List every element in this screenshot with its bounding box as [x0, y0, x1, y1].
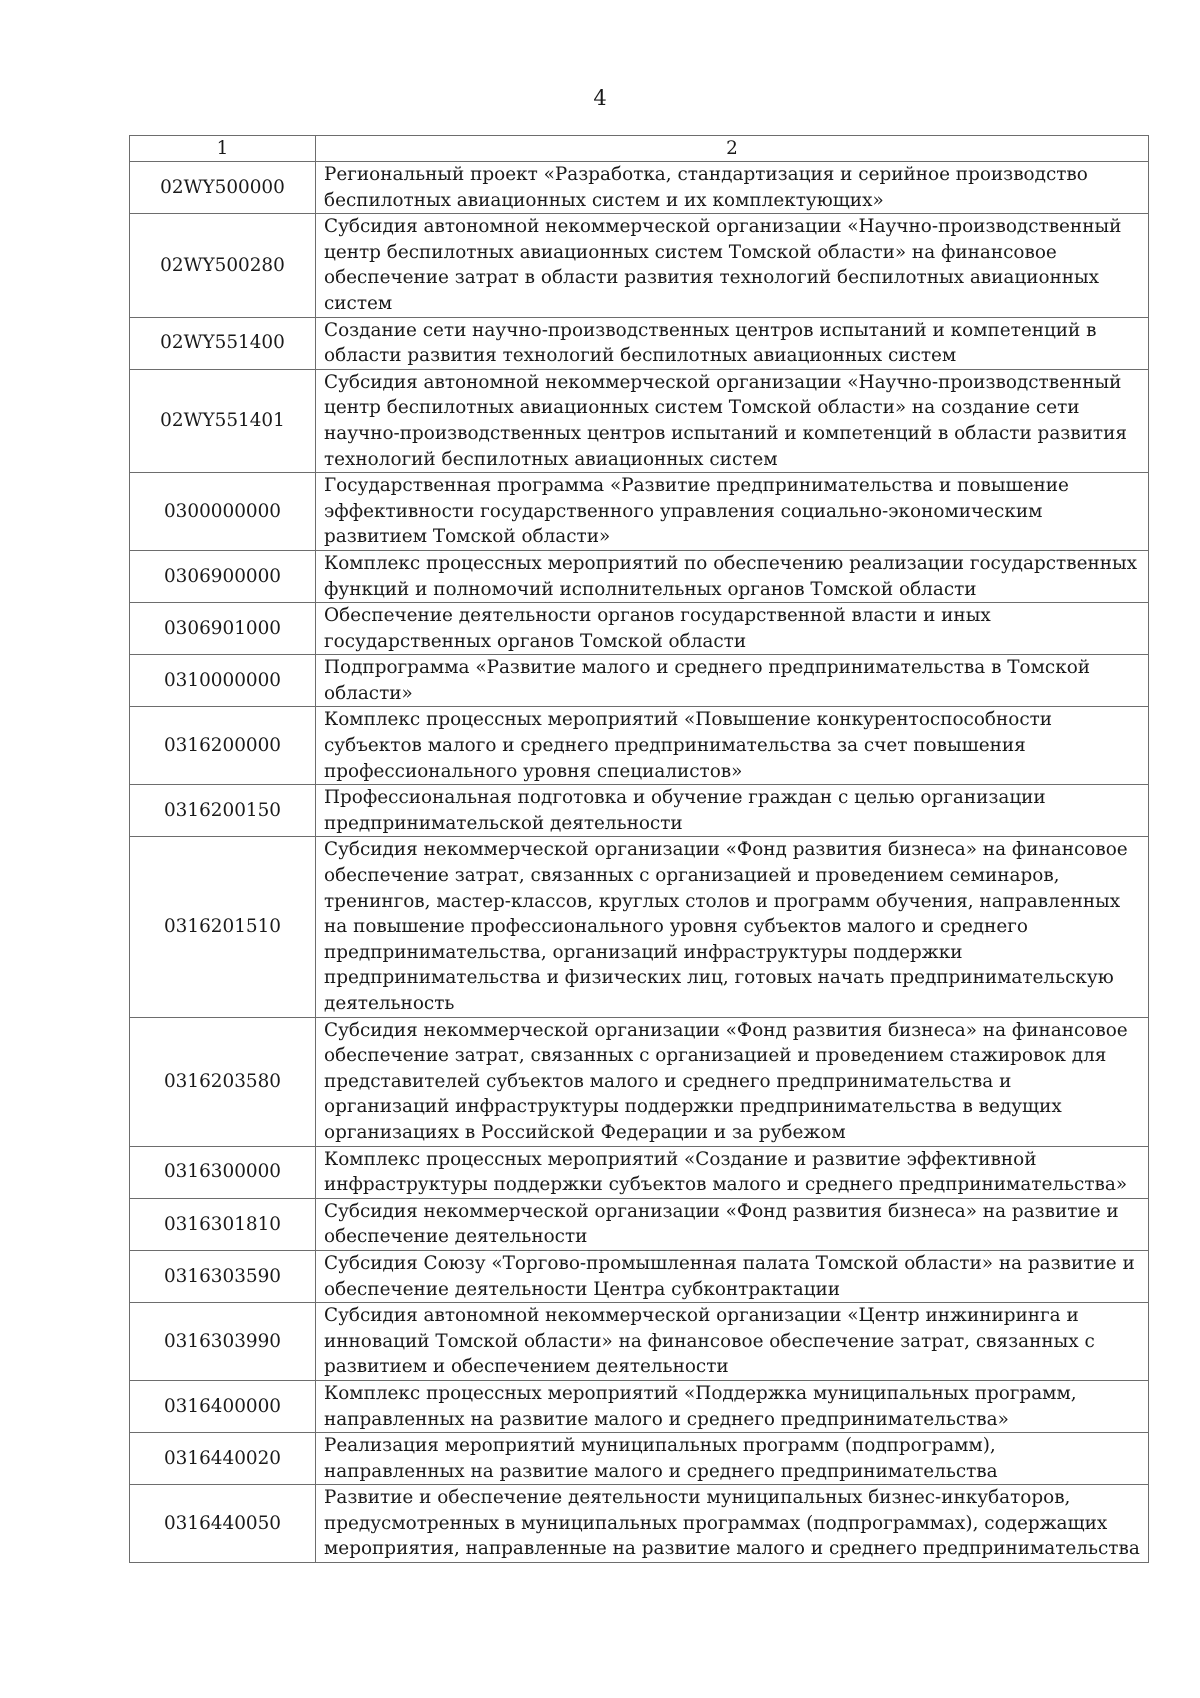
row-code: 0316203580 — [130, 1017, 316, 1146]
table-row — [130, 473, 1149, 551]
table-row — [130, 1380, 1149, 1432]
row-code: 0316300000 — [130, 1146, 316, 1198]
table-header — [130, 136, 1149, 162]
row-description: Субсидия автономной некоммерческой организации «Научно-производственный центр беспилотных авиационных систем Томской области» на создание сети научно-производственных центров испытаний и компетенций в области развития технологий беспилотных авиационных систем — [316, 369, 1149, 472]
row-description: Государственная программа «Развитие предпринимательства и повышение эффективности государственного управления социально-экономическим развитием Томской области» — [316, 473, 1149, 551]
row-code: 02WY551400 — [130, 317, 316, 369]
row-description: Субсидия некоммерческой организации «Фонд развития бизнеса» на развитие и обеспечение деятельности — [316, 1198, 1149, 1250]
row-code: 0316400000 — [130, 1380, 316, 1432]
row-code: 02WY551401 — [130, 369, 316, 472]
row-description: Региональный проект «Разработка, стандартизация и серийное производство беспилотных авиационных систем и их комплектующих» — [316, 162, 1149, 214]
budget-classification-table — [129, 135, 1149, 1563]
row-description: Подпрограмма «Развитие малого и среднего предпринимательства в Томской области» — [316, 655, 1149, 707]
row-code: 0306900000 — [130, 550, 316, 602]
row-description: Профессиональная подготовка и обучение граждан с целью организации предпринимательской деятельности — [316, 785, 1149, 837]
row-description: Реализация мероприятий муниципальных программ (подпрограмм), направленных на развитие малого и среднего предпринимательства — [316, 1433, 1149, 1485]
row-description: Субсидия автономной некоммерческой организации «Научно-производственный центр беспилотных авиационных систем Томской области» на финансовое обеспечение затрат в области развития технологий беспилотных авиационных систем — [316, 214, 1149, 317]
table-row — [130, 655, 1149, 707]
row-code: 0316301810 — [130, 1198, 316, 1250]
table-row — [130, 1146, 1149, 1198]
table-row — [130, 369, 1149, 472]
page-number: 4 — [593, 86, 607, 110]
table-row — [130, 214, 1149, 317]
row-code: 0316303990 — [130, 1303, 316, 1381]
table-row — [130, 550, 1149, 602]
header-row — [130, 136, 1149, 162]
table-row — [130, 317, 1149, 369]
row-code: 02WY500280 — [130, 214, 316, 317]
row-description: Комплекс процессных мероприятий «Повышение конкурентоспособности субъектов малого и среднего предпринимательства за счет повышения профессионального уровня специалистов» — [316, 707, 1149, 785]
table-row — [130, 1250, 1149, 1302]
table-row — [130, 707, 1149, 785]
row-code: 0310000000 — [130, 655, 316, 707]
row-description: Комплекс процессных мероприятий «Создание и развитие эффективной инфраструктуры поддержки субъектов малого и среднего предпринимательства» — [316, 1146, 1149, 1198]
row-description: Субсидия автономной некоммерческой организации «Центр инжиниринга и инноваций Томской области» на финансовое обеспечение затрат, связанных с развитием и обеспечением деятельности — [316, 1303, 1149, 1381]
row-description: Комплекс процессных мероприятий «Поддержка муниципальных программ, направленных на развитие малого и среднего предпринимательства» — [316, 1380, 1149, 1432]
table-row — [130, 837, 1149, 1017]
column-header-1: 1 — [130, 136, 316, 162]
row-description: Субсидия Союзу «Торгово-промышленная палата Томской области» на развитие и обеспечение деятельности Центра субконтрактации — [316, 1250, 1149, 1302]
row-code: 0316440020 — [130, 1433, 316, 1485]
row-code: 0306901000 — [130, 603, 316, 655]
table-body — [130, 162, 1149, 1563]
row-description: Создание сети научно-производственных центров испытаний и компетенций в области развития технологий беспилотных авиационных систем — [316, 317, 1149, 369]
row-code: 02WY500000 — [130, 162, 316, 214]
row-description: Развитие и обеспечение деятельности муниципальных бизнес-инкубаторов, предусмотренных в муниципальных программах (подпрограммах), содержащих мероприятия, направленные на развитие малого и среднего предпринимательства — [316, 1485, 1149, 1563]
row-description: Субсидия некоммерческой организации «Фонд развития бизнеса» на финансовое обеспечение затрат, связанных с организацией и проведением семинаров, тренингов, мастер-классов, круглых столов и программ обучения, направленных на повышение профессионального уровня субъектов малого и среднего предпринимательства, организаций инфраструктуры поддержки предпринимательства и физических лиц, готовых начать предпринимательскую деятельность — [316, 837, 1149, 1017]
table-row — [130, 1433, 1149, 1485]
table-row — [130, 1017, 1149, 1146]
row-code: 0316303590 — [130, 1250, 316, 1302]
table-row — [130, 1485, 1149, 1563]
row-description: Обеспечение деятельности органов государственной власти и иных государственных органов Томской области — [316, 603, 1149, 655]
row-code: 0316200150 — [130, 785, 316, 837]
table-row — [130, 785, 1149, 837]
row-code: 0316440050 — [130, 1485, 316, 1563]
row-description: Комплекс процессных мероприятий по обеспечению реализации государственных функций и полномочий исполнительных органов Томской области — [316, 550, 1149, 602]
column-header-2: 2 — [316, 136, 1149, 162]
row-code: 0316201510 — [130, 837, 316, 1017]
row-description: Субсидия некоммерческой организации «Фонд развития бизнеса» на финансовое обеспечение затрат, связанных с организацией и проведением стажировок для представителей субъектов малого и среднего предпринимательства и организаций инфраструктуры поддержки предпринимательства в ведущих организациях в Российской Федерации и за рубежом — [316, 1017, 1149, 1146]
table-row — [130, 603, 1149, 655]
row-code: 0300000000 — [130, 473, 316, 551]
row-code: 0316200000 — [130, 707, 316, 785]
table-row — [130, 1303, 1149, 1381]
table-row — [130, 162, 1149, 214]
table-row — [130, 1198, 1149, 1250]
